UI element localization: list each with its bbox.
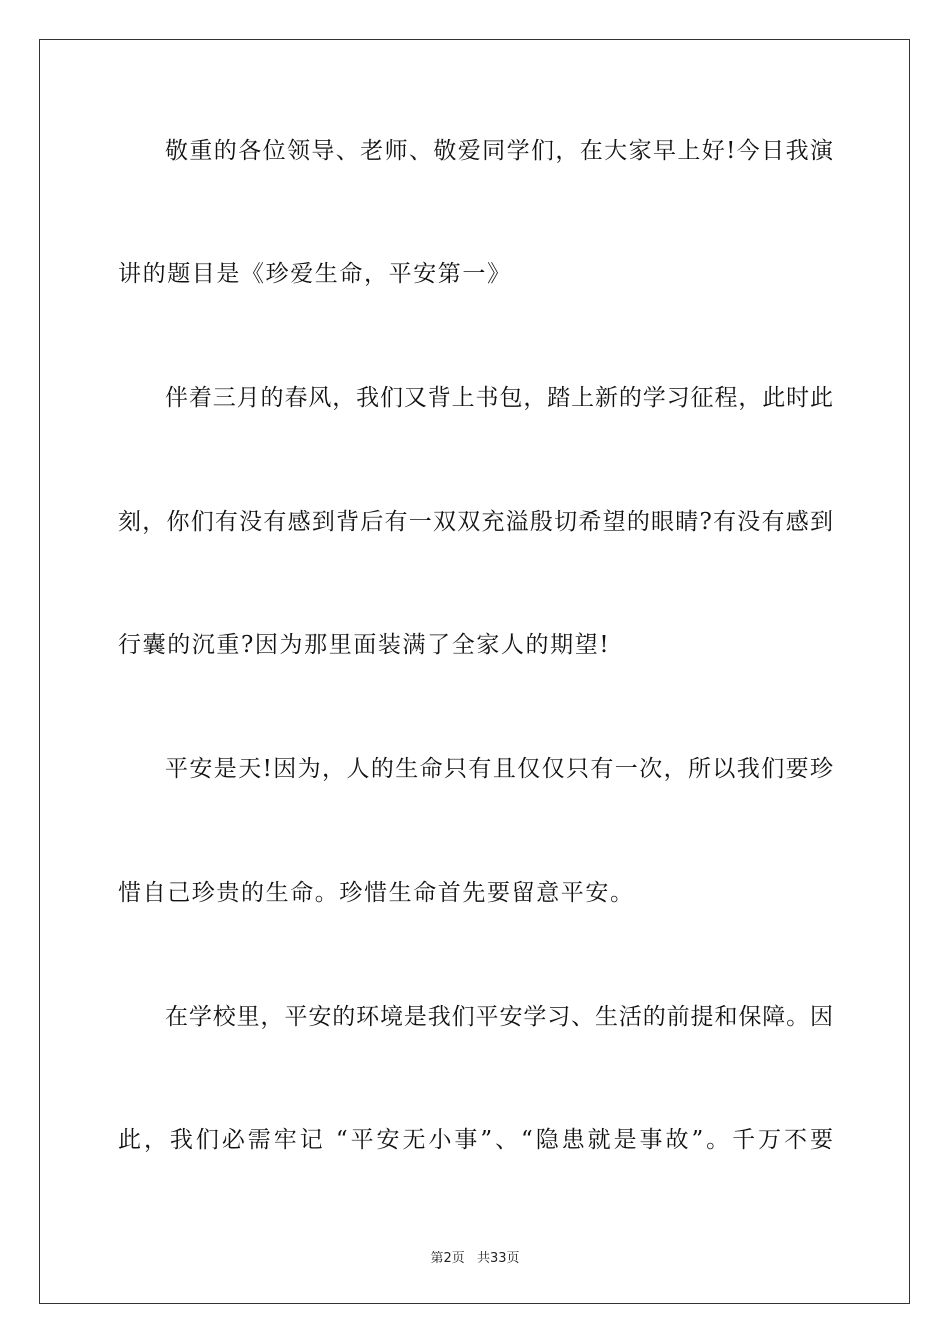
paragraph-2-line-1: 伴着三月的春风，我们又背上书包，踏上新的学习征程，此时此	[165, 385, 833, 411]
paragraph-3-line-1: 平安是天!因为，人的生命只有且仅仅只有一次，所以我们要珍	[165, 756, 833, 782]
paragraph-2-line-3: 行囊的沉重?因为那里面装满了全家人的期望!	[118, 632, 611, 658]
paragraph-4-line-2: 此，我们必需牢记 “平安无小事”、“隐患就是事故”。千万不要	[118, 1127, 833, 1153]
page-number: 第2页	[430, 1251, 465, 1266]
paragraph-2-line-2: 刻，你们有没有感到背后有一双双充溢殷切希望的眼睛?有没有感到	[118, 509, 833, 535]
paragraph-1-line-2: 讲的题目是《珍爱生命，平安第一》	[118, 261, 512, 287]
page-border	[39, 39, 910, 1304]
page-footer	[0, 1247, 950, 1266]
total-pages: 共33页	[476, 1251, 520, 1266]
paragraph-4-line-1: 在学校里，平安的环境是我们平安学习、生活的前提和保障。因	[165, 1004, 833, 1030]
paragraph-3-line-2: 惜自己珍贵的生命。珍惜生命首先要留意平安。	[118, 880, 635, 906]
paragraph-1-line-1: 敬重的各位领导、老师、敬爱同学们，在大家早上好!今日我演	[165, 138, 833, 164]
